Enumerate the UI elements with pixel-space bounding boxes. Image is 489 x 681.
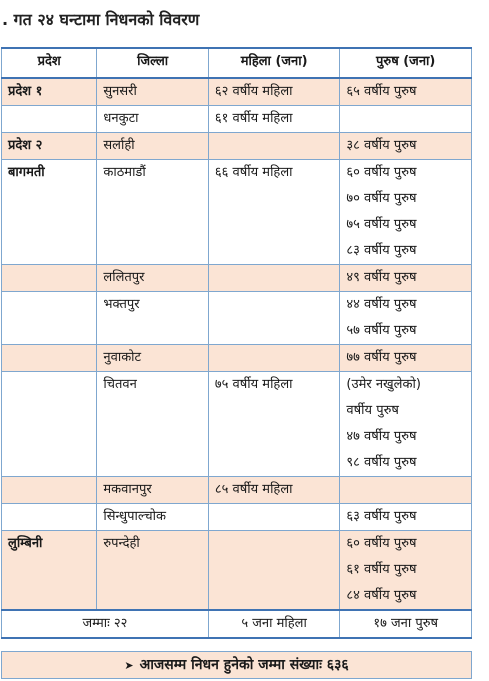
cell-female	[208, 292, 340, 345]
male-entry: ६३ वर्षीय पुरुष	[346, 509, 417, 524]
cell-female	[208, 133, 340, 160]
male-entry: ६० वर्षीय पुरुष	[346, 165, 417, 180]
male-entry: ४४ वर्षीय पुरुष	[346, 297, 417, 312]
cell-district: मकवानपुर	[97, 477, 208, 504]
male-entry: ७० वर्षीय पुरुष	[346, 191, 417, 206]
cell-female	[208, 265, 340, 292]
cell-female	[208, 372, 340, 477]
cell-province	[2, 265, 97, 292]
cell-province: लुम्बिनी	[2, 531, 97, 611]
male-entry: (उमेर नखुलेको)	[346, 377, 421, 392]
total-male: १७ जना पुरुष	[340, 610, 472, 638]
cell-province	[2, 477, 97, 504]
cell-female	[208, 504, 340, 531]
male-entry: ६५ वर्षीय पुरुष	[346, 84, 417, 99]
header-district: जिल्ला	[97, 48, 208, 78]
male-entry: ३८ वर्षीय पुरुष	[346, 138, 417, 153]
cell-district: सर्लाही	[97, 133, 208, 160]
female-entry: ७५ वर्षीय महिला	[214, 377, 293, 392]
header-province: प्रदेश	[2, 48, 97, 78]
cell-province	[2, 345, 97, 372]
cell-province	[2, 106, 97, 133]
cell-district: रुपन्देही	[97, 531, 208, 611]
male-entry: ६१ वर्षीय पुरुष	[346, 562, 417, 577]
female-entry: ८५ वर्षीय महिला	[214, 482, 293, 497]
cell-district: काठमाडौं	[97, 160, 208, 265]
male-entry: ६० वर्षीय पुरुष	[346, 536, 417, 551]
arrow-icon: ➤	[124, 659, 134, 672]
cell-province	[2, 504, 97, 531]
cell-male	[340, 372, 472, 477]
cell-male	[340, 504, 472, 531]
cumulative-deaths-banner	[1, 651, 472, 679]
header-male: पुरुष (जना)	[340, 48, 472, 78]
cell-female	[208, 78, 340, 106]
cell-province	[2, 292, 97, 345]
table-row	[2, 345, 472, 372]
table-row	[2, 372, 472, 477]
cell-district: धनकुटा	[97, 106, 208, 133]
cell-province: प्रदेश १	[2, 78, 97, 106]
cell-female	[208, 106, 340, 133]
cell-female	[208, 345, 340, 372]
table-row	[2, 78, 472, 106]
male-entry: ४७ वर्षीय पुरुष	[346, 429, 417, 444]
cell-province: प्रदेश २	[2, 133, 97, 160]
cell-male	[340, 345, 472, 372]
table-row	[2, 504, 472, 531]
cell-male	[340, 133, 472, 160]
male-entry: ४९ वर्षीय पुरुष	[346, 270, 417, 285]
table-body	[2, 78, 472, 610]
cell-district: चितवन	[97, 372, 208, 477]
total-female: ५ जना महिला	[208, 610, 340, 638]
cumulative-deaths-text: आजसम्म निधन हुनेको जम्मा संख्याः ६३६	[139, 657, 349, 673]
table-row	[2, 292, 472, 345]
cell-district: सिन्धुपाल्चोक	[97, 504, 208, 531]
table-row	[2, 265, 472, 292]
female-entry: ६१ वर्षीय महिला	[214, 111, 293, 126]
cell-female	[208, 531, 340, 611]
table-row	[2, 133, 472, 160]
cell-province	[2, 372, 97, 477]
table-row	[2, 160, 472, 265]
male-entry: ५७ वर्षीय पुरुष	[346, 323, 417, 338]
cell-district: सुनसरी	[97, 78, 208, 106]
cell-district: ललितपुर	[97, 265, 208, 292]
cell-district: भक्तपुर	[97, 292, 208, 345]
cell-male	[340, 78, 472, 106]
male-entry: ८४ वर्षीय पुरुष	[346, 588, 417, 603]
male-entry: ८३ वर्षीय पुरुष	[346, 243, 417, 258]
cell-male	[340, 106, 472, 133]
cell-male	[340, 160, 472, 265]
cell-female	[208, 477, 340, 504]
deaths-table	[1, 47, 472, 639]
female-entry: ६६ वर्षीय महिला	[214, 165, 293, 180]
cell-female	[208, 160, 340, 265]
cell-province: बागमती	[2, 160, 97, 265]
male-entry: ७५ वर्षीय पुरुष	[346, 217, 417, 232]
total-row	[2, 610, 472, 638]
cell-district: नुवाकोट	[97, 345, 208, 372]
cell-male	[340, 265, 472, 292]
table-row	[2, 477, 472, 504]
table-header-row	[2, 48, 472, 78]
table-row	[2, 531, 472, 611]
header-female: महिला (जना)	[208, 48, 340, 78]
total-label: जम्माः २२	[2, 610, 209, 638]
male-entry: वर्षीय पुरुष	[346, 403, 399, 418]
male-entry: ७७ वर्षीय पुरुष	[346, 350, 417, 365]
cell-male	[340, 477, 472, 504]
cell-male	[340, 292, 472, 345]
table-row	[2, 106, 472, 133]
male-entry: ९८ वर्षीय पुरुष	[346, 455, 417, 470]
cell-male	[340, 531, 472, 611]
page-title: . गत २४ घन्टामा निधनको विवरण	[2, 10, 200, 29]
female-entry: ६२ वर्षीय महिला	[214, 84, 293, 99]
